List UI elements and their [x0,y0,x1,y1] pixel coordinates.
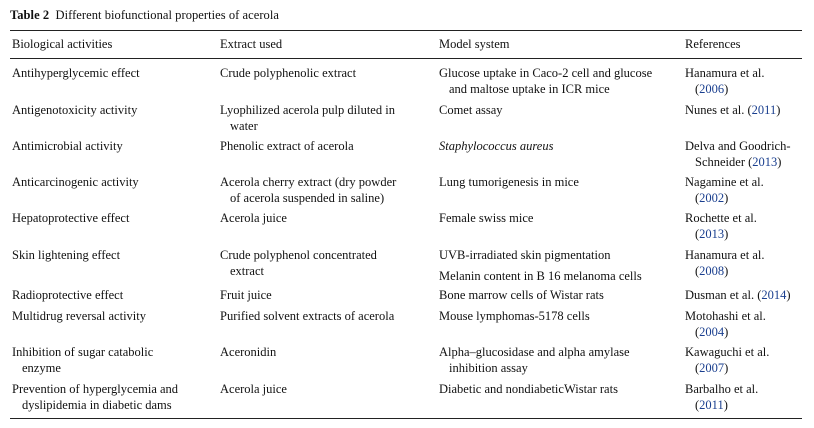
table-row-1-model: Comet assay [439,103,503,117]
table-row-5-activity: Skin lightening effect [12,248,121,262]
table-row-9-model: Diabetic and nondiabeticWistar rats [439,382,618,396]
table-row-4-model: Female swiss mice [439,211,534,225]
citation-year-link[interactable]: 2011 [699,397,724,412]
table-row-0-activity: Antihyperglycemic effect [12,66,140,80]
table-caption [10,8,279,23]
table-row-8-model: Alpha–glucosidase and alpha amylase inhibition assay [439,345,630,375]
header-extract-used: Extract used [220,37,283,51]
citation-year-link[interactable]: 2007 [699,360,725,375]
table-row-0-model: Glucose uptake in Caco-2 cell and glucose and maltose uptake in ICR mice [439,66,653,96]
top-rule [10,30,802,31]
table-row-4-extract: Acerola juice [220,211,287,225]
table-row-6-activity: Radioprotective effect [12,288,124,302]
table-row-4-reference: Rochette et al. (2013) [685,211,757,241]
table-row-2-activity: Antimicrobial activity [12,139,123,153]
table-row-8-extract: Aceronidin [220,345,277,359]
table-row-6-reference: Dusman et al. (2014) [685,288,791,302]
table-label: Table 2 [10,8,50,22]
table-row-5-reference: Hanamura et al. (2008) [685,248,765,278]
table-row-4-activity: Hepatoprotective effect [12,211,130,225]
table-row-6-extract: Fruit juice [220,288,272,302]
table-row-3-activity: Anticarcinogenic activity [12,175,139,189]
table-row-7-reference: Motohashi et al. (2004) [685,309,766,339]
table-row-2-extract: Phenolic extract of acerola [220,139,354,153]
table-row-2-reference: Delva and Goodrich- Schneider (2013) [685,139,791,169]
table-row-1-activity: Antigenotoxicity activity [12,103,138,117]
table-row-9-activity: Prevention of hyperglycemia and dyslipidemia in diabetic dams [12,382,179,412]
bottom-rule [10,418,802,419]
table-row-0-extract: Crude polyphenolic extract [220,66,357,80]
table-row-5-model: UVB-irradiated skin pigmentation Melanin content in B 16 melanoma cells [439,248,642,283]
citation-year-link[interactable]: 2011 [751,103,777,117]
table-row-7-activity: Multidrug reversal activity [12,309,146,323]
table-row-8-activity: Inhibition of sugar catabolic enzyme [12,345,154,375]
table-row-6-model: Bone marrow cells of Wistar rats [439,288,604,302]
table-row-8-reference: Kawaguchi et al. (2007) [685,345,770,375]
table-row-5-extract: Crude polyphenol concentrated extract [220,248,377,278]
header-biological-activities: Biological activities [12,37,113,51]
header-rule [10,58,802,59]
header-model-system: Model system [439,37,510,51]
header-references: References [685,37,741,51]
table-row-9-extract: Acerola juice [220,382,287,396]
citation-year-link[interactable]: 2008 [699,263,725,278]
table-row-9-reference: Barbalho et al. (2011) [685,382,759,412]
citation-year-link[interactable]: 2004 [699,324,725,339]
table-row-0-reference: Hanamura et al. (2006) [685,66,765,96]
table-row-3-reference: Nagamine et al. (2002) [685,175,764,205]
table-row-3-extract: Acerola cherry extract (dry powder of acerola suspended in saline) [220,175,397,205]
citation-year-link[interactable]: 2013 [752,154,778,169]
citation-year-link[interactable]: 2002 [699,190,725,205]
table-row-2-model: Staphylococcus aureus [439,139,554,153]
citation-year-link[interactable]: 2014 [761,288,787,302]
table-row-7-extract: Purified solvent extracts of acerola [220,309,395,323]
table-row-3-model: Lung tumorigenesis in mice [439,175,579,189]
citation-year-link[interactable]: 2013 [699,226,725,241]
table-title: Different biofunctional properties of acerola [55,8,279,22]
citation-year-link[interactable]: 2006 [699,81,725,96]
table-row-7-model: Mouse lymphomas-5178 cells [439,309,590,323]
table-row-1-extract: Lyophilized acerola pulp diluted in water [220,103,395,133]
table-row-1-reference: Nunes et al. (2011) [685,103,781,117]
